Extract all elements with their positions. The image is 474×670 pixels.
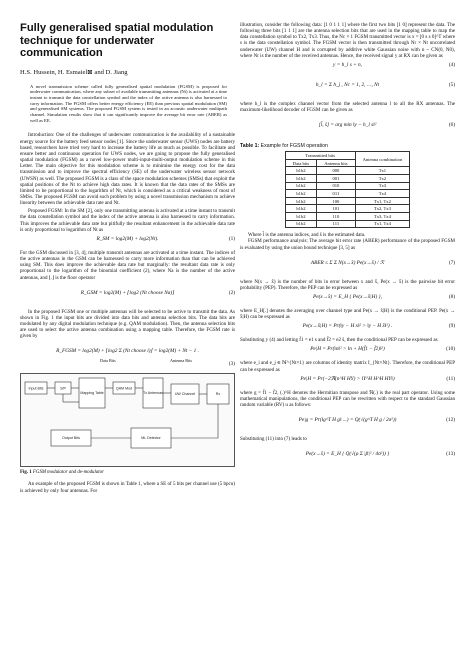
table-cell: 110 [317,213,355,221]
equation-3-number: (3) [228,361,235,368]
table-header-data-bits: Data bits [285,159,316,167]
table-cell: Tx3 [355,182,410,190]
equation-12-text: Pe|g = Pr(‖g^T H g‖ ...) = Q(√(g^T H g / 2σ²)) [298,417,397,424]
equation-10-number: (10) [446,346,455,353]
equation-13-number: (13) [446,451,455,458]
equation-2-text: R_GSM = log2(M) + ⌊log2 (Nt choose Na)⌋ [80,289,175,296]
equation-8 [240,294,455,305]
table-1-header-top [285,152,410,160]
equation-12 [240,411,455,433]
table-cell: Tx2, Tx3 [355,205,410,213]
equation-2 [20,284,235,306]
block-label: Tx Antennas [143,391,163,396]
table-cell: b1b2 [285,205,316,213]
after-eq9-paragraph: Substituting y (4) and letting f̄1 = e1 s and f̄2 = e2 ŝ, then the conditional PEP can be expressed as [240,337,438,344]
table-header-transmitted-bits: Transmitted bits [285,152,355,160]
abstract: A novel transmission scheme called fully generalised spatial modulation (FGSM) is proposed for underwater communication, where any subset of available transmitting antennas (Nt) is activated at a time instant to transmit the data constellation symbol and the index of the active antenna is also harnessed to carry information. The FGSM offers better energy efficiency (EE) than previous spatial modulation (SM) and generalised SM systems. The proposed FGSM system is tested in an acoustic underwater multipath channel. Simulation results show that it can significantly improve the average bit error rate (ABER) as well as EE. [30,83,227,123]
after-eq7-paragraph: where N(x → x̂) is the number of bits in error between x and x̂, Pe(x → x̂) is the pairwise bit error probability (PEP). Therefore, the PEP can be expressed as [240,278,455,291]
example-paragraph: An example of the proposed FGSM is shown in Table 1, where a SE of 5 bits per channel use (5 bpcu) is achieved by only four antennas. For [20,481,235,494]
equation-6 [240,116,455,138]
after-eq10-paragraph: where e_i and e_j ∈ ℕ^{Nt×1} are columns of identity matrix I_{Nt×Nt}. Therefore, the conditional PEP can be expressed as [240,360,455,373]
equation-3 [20,342,235,368]
table-cell: Tx4 [355,190,410,198]
equation-13-text: Pe(x→x̂) = E_H { Q(√(ρ Σ |β|² / 4σ²)) } [305,451,390,458]
equation-6-number: (6) [448,122,455,129]
table-cell: b1b2 [285,197,316,205]
equation-8-text: Pe(x→x̂) = E_H { Pe(x→x̂|H) }, [313,293,382,300]
equation-3-antenna-bits-label: Antenna Bits [170,358,192,364]
equation-8-number: (8) [448,293,455,300]
equation-3-data-bits-label: Data Bits [100,358,116,364]
equation-5 [240,76,455,98]
table-header-antenna-bits: Antenna bits [317,159,355,167]
table-cell: b1b2 [285,182,316,190]
table-cell: 100 [317,197,355,205]
illustration-paragraph: illustration, consider the following data: [1 0 1 1 1] where the first two bits [1 0] represent the data. The following three bits [1 1 1] are the antenna selection bits that are used in the mapping table to map the data constellation symbol to Tx2, Tx3. Thus, the Nc × 1 FGSM transmitted vector is x = [0 s s 0]^T where s is the data constellation symbol. The FGSM vector is then transmitted through Nr × Nt uncorrelated underwater (UW) channel H and is corrupted by additive white Gaussian noise with n ~ CN(0, N0), where Nr is the number of the received antennas. Hence, the received signal y at RX can be given as [240,22,455,59]
figure-caption-text: FGSM modulator and de-modulator [32,470,104,476]
left-column [20,22,235,494]
figure-caption [20,470,235,475]
equation-5-number: (5) [448,81,455,88]
table-cell: b1b2 [285,167,316,175]
equation-2-number: (2) [228,289,235,296]
table-cell: 010 [317,182,355,190]
table-cell: b1b2 [285,220,316,228]
right-column [240,22,455,470]
block-label: UW Channel [174,392,196,397]
table-row [285,213,410,221]
table-cell: Tx1 [355,167,410,175]
equation-9 [240,323,455,334]
table-row [285,190,410,198]
table-cell: 101 [317,205,355,213]
fgsm-paragraph: In the proposed FGSM one or multiple antennas will be selected to be active to transmit the data. As shown in Fig. 1 the input bits are divided into data bits and antenna selection bits. The data bits are modulated by any digital modulation technique (e.g. QAM modulation). Then, the antenna selection bits are used to select the active antenna combination using a mapping table. Therefore, the FGSM rate is given by [20,308,235,340]
table-header-antenna-combination: Antenna combination [355,152,410,167]
after-eq5-paragraph: where h_l is the complex channel vector from the selected antenna l to all the RX antennas. The maximum-likelihood decoder of FGSM can be given as [240,100,455,114]
table-1-title: Example for FGSM operation [260,143,328,150]
equation-11 [240,376,455,387]
table-1 [285,151,411,228]
table-cell: Tx3, Tx4 [355,213,410,221]
equation-10-text: Pe|H = Pr(‖n‖² > ‖n + H(f̄1 − f̄2)‖²) [310,346,385,353]
equation-1-number: (1) [228,235,235,242]
table-row [285,175,410,183]
intro-paragraph: Introduction: One of the challenges of underwater communication is the availability of a sustainable energy source for the battery feed sensor nodes [1]. Since the underwater sensor (UWS) nodes are battery based, researchers have tried very hard to increase the battery life as much as possible. To facilitate and ensure better and continuous operation for UWS nodes, we are going to propose the fully generalised spatial modulation (FGSM) as a novel low-power multi-input-multi-output modulation scheme in this Letter. The main objective for this modulation scheme is to minimise the energy cost for the data transmission and to improve the spectral efficiency (SE) of the underwater wireless sensor network (UWSN) as well. The proposed FGSM is a class of the space modulation schemes (SMSs) that exploit the spatial positions of the Nt to achieve high data rates. It is known that the data rates of the SMSs are limited to be proportional to the logarithm of Nt, which is considered as a critical weakness of most of SMSs. The proposed FGSM can avoid such problem by using a novel transmission mechanism to achieve linearity between the achievable data rate and Nt. [20,132,235,207]
table-cell: 011 [317,190,355,198]
equation-13 [240,445,455,467]
equation-10 [240,346,455,357]
table-cell: Tx2 [355,175,410,183]
table-row [285,205,410,213]
table-cell: b1b2 [285,213,316,221]
proposed-paragraph: Proposed FGSM: In the SM [2], only one transmitting antenna is activated at a time instant to transmit the data constellation symbol and the index of the active antenna is also harnessed to carry information. This improves the achievable data rate but pitifully the resultant enhancement in the achievable data rate is only proportional to logarithm of Nt as [20,208,235,233]
equation-7-number: (7) [448,259,455,266]
table-1-caption [240,143,455,149]
equation-7 [240,254,455,276]
equation-1-text: R_SM = log2(M) + log2(Nt). [96,235,159,242]
after-eq6-paragraph: Where l̂ is the antenna indices, and ŝ is the estimated data. [248,232,366,239]
block-label: ML Detector [141,436,161,441]
after-eq12-paragraph: Substituting (11) into (7) leads to [240,436,307,443]
block-label: Input Bits [28,386,44,391]
equation-5-text: h_l = Σ h_j , Nc = 1, 2, …, Nt [315,81,380,88]
table-row [285,197,410,205]
gsm-paragraph: For the GSM discussed in [3, 4], multiple transmit antennas are activated at a time instant. The indices of the active antennas in the GSM can be harnessed to carry more information than that can be achieved using SM. This does improve the achievable data rate but marginally: the resultant data rate is only proportional to the logarithm of the binomial coefficient (2), where Na is the number of the active antennas, and ⌊.⌋ is the floor operator [20,249,235,281]
table-cell: Tx1, Tx2 [355,197,410,205]
equation-1 [20,236,235,247]
table-cell: 000 [317,167,355,175]
equation-12-number: (12) [446,417,455,424]
equation-7-text: ABER ≤ Σ Σ N(x→x̂) Pe(x→x̂) / ℛ [310,259,385,266]
block-label: Rx [215,392,221,397]
equation-3-text: R_FGSM = log2(M) + ⌊log2 Σ (Nt choose i)⌋ = log2(M) + Nt − 1 . [56,348,199,355]
figure-caption-label: Fig. 1 [20,470,32,476]
table-1-label: Table 1: [240,143,260,150]
block-label: Output Bits [62,436,80,441]
block-label: S/P [60,386,66,391]
table-row [285,220,410,228]
equation-11-text: Pe|H = Pr(−2ℜ(n^H HΥ) > ‖Υ^H H^H HΥ‖) [300,375,395,382]
equation-6-text: [l̂, ŝ] = arg min ‖y − h_l s‖² [318,122,377,129]
after-eq8-paragraph: where E_H[.] denotes the averaging over channel type and Pe(x → x̂|H) is the conditional PEP. Pe(x → x̂|H) can be expressed as [240,307,455,321]
fgsm-block-diagram [20,373,235,467]
table-row [285,182,410,190]
author-list: H.S. Hussein, H. Esmaiel⊠ and D. Jiang [20,68,128,76]
table-cell: b1b2 [285,190,316,198]
equation-4 [240,62,455,73]
table-cell: 111 [317,220,355,228]
equation-11-number: (11) [446,375,455,382]
table-cell: b1b2 [285,175,316,183]
table-row [285,167,410,175]
equation-4-text: y = h_l s + n, [333,61,362,68]
equation-9-text: Pe(x→x̂|H) = Pr(‖y − H x‖² > ‖y − H x̂‖²) . [302,323,393,330]
block-label: Mapping Table [80,391,104,396]
table-cell: Tx1, Tx4 [355,220,410,228]
block-label: QAM Mod [115,386,133,391]
paper-title: Fully generalised spatial modulation technique for underwater communication [20,22,214,59]
after-eq11-paragraph: where g = f̄1 − f̄2, (.)^H denotes the Hermitian transpose and ℜ(.) is the real part operator. Using some mathematical manipulations, the conditional PEP can be rewritten with respect to the standard Gaussian random variable (RV) u as follows: [240,389,455,409]
block-diagram-svg [21,374,234,464]
performance-paragraph: FGSM performance analysis: The average bit error rate (ABER) performance of the proposed FGSM is evaluated by using the union bound technique [3, 5] as [240,238,455,251]
equation-4-number: (4) [448,61,455,68]
equation-9-number: (9) [448,323,455,330]
table-cell: 001 [317,175,355,183]
